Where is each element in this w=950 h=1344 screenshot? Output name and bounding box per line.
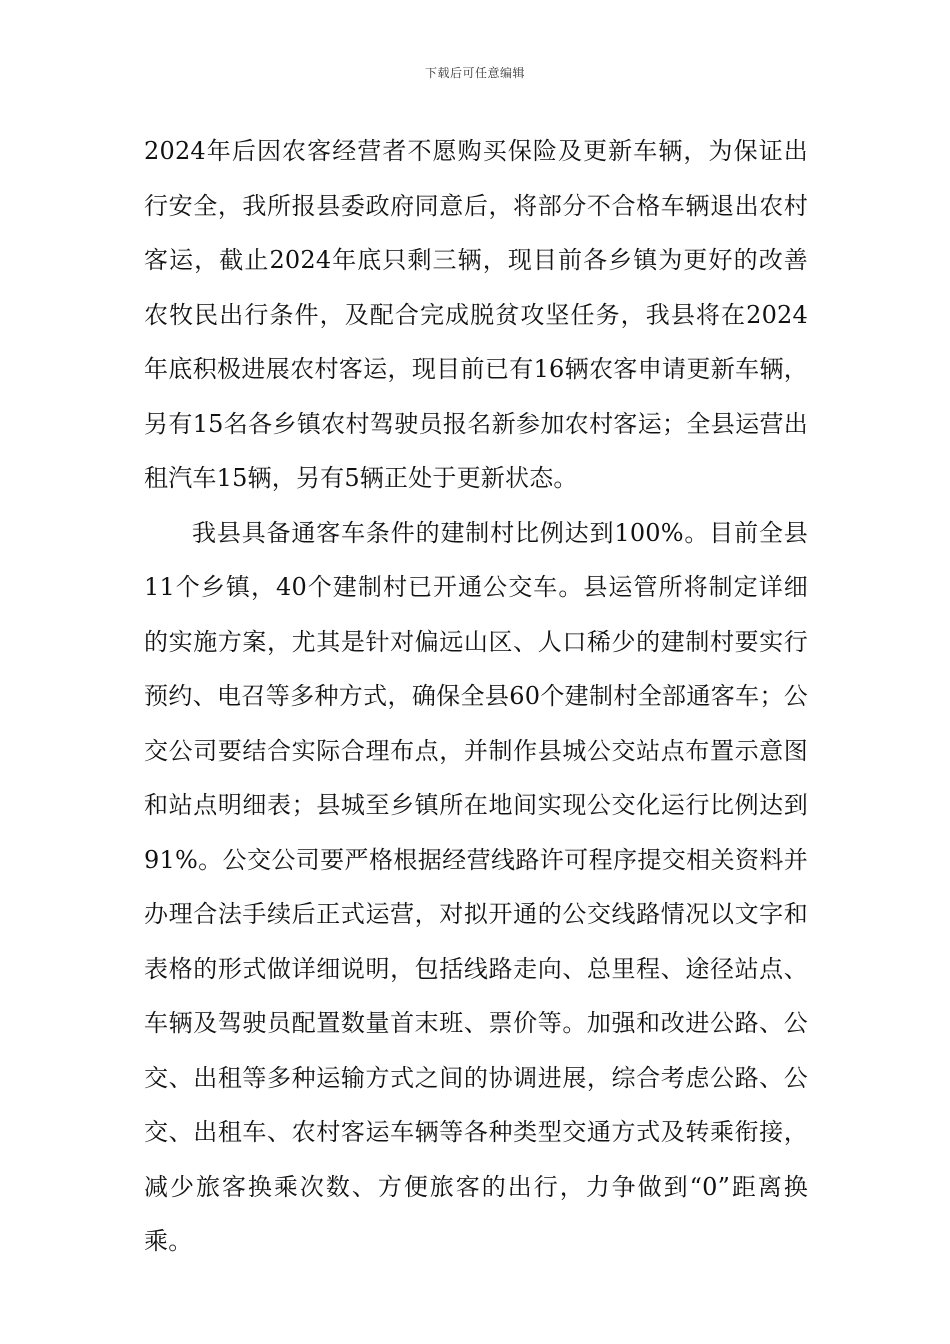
- page-header: 下载后可任意编辑: [424, 66, 525, 80]
- paragraph-bus-coverage: 我县具备通客车条件的建制村比例达到100%。目前全县11个乡镇，40个建制村已开通公交车。县运管所将制定详细的实施方案，尤其是针对偏远山区、人口稀少的建制村要实行预约、电召等多种方式，确保全县60个建制村全部通客车；公交公司要结合实际合理布点，并制作县城公交站点布置示意图和站点明细表；县城至乡镇所在地间实现公交化运行比例达到91%。公交公司要严格根据经营线路许可程序提交相关资料并办理合法手续后正式运营，对拟开通的公交线路情况以文字和表格的形式做详细说明，包括线路走向、总里程、途径站点、车辆及驾驶员配置数量首末班、票价等。加强和改进公路、公交、出租等多种运输方式之间的协调进展，综合考虑公路、公交、出租车、农村客运车辆等各种类型交通方式及转乘衔接，减少旅客换乘次数、方便旅客的出行，力争做到“0”距离换乘。: [144, 518, 808, 1255]
- document-body: [144, 124, 808, 1269]
- paragraph-continued: 2024年后因农客经营者不愿购买保险及更新车辆，为保证出行安全，我所报县委政府同意后，将部分不合格车辆退出农村客运，截止2024年底只剩三辆，现目前各乡镇为更好的改善农牧民出行条件，及配合完成脱贫攻坚任务，我县将在2024年底积极进展农村客运，现目前已有16辆农客申请更新车辆，另有15名各乡镇农村驾驶员报名新参加农村客运；全县运营出租汽车15辆，另有5辆正处于更新状态。: [144, 137, 808, 492]
